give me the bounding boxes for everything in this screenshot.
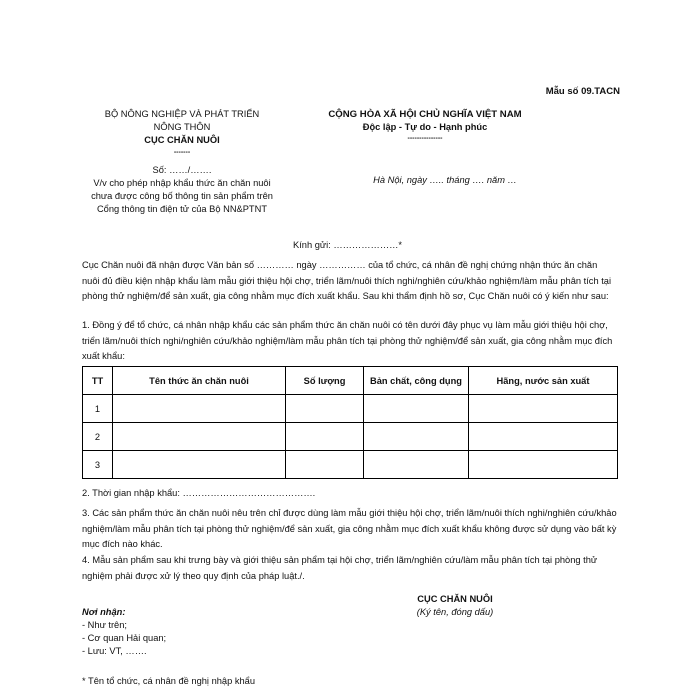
- col-header-name: Tên thức ăn chăn nuôi: [113, 367, 286, 395]
- signature-note: (Ký tên, đóng dấu): [416, 607, 494, 617]
- table-cell: [113, 395, 286, 423]
- signature-block: [395, 593, 515, 619]
- motto: Độc lập - Tự do - Hạnh phúc: [362, 122, 488, 132]
- table-cell: [286, 451, 364, 479]
- table-cell: [364, 395, 469, 423]
- col-header-manufacturer: Hãng, nước sản xuất: [469, 367, 618, 395]
- recipient-item: - Cơ quan Hải quan;: [82, 633, 167, 643]
- country-name: CỘNG HÒA XÃ HỘI CHỦ NGHĨA VIỆT NAM: [328, 109, 522, 120]
- right-dashes: ---------------: [407, 135, 443, 142]
- right-header: [300, 108, 550, 187]
- ministry-name: BỘ NÔNG NGHIỆP VÀ PHÁT TRIỂN NÔNG THÔN: [104, 109, 260, 132]
- table-row: [83, 395, 618, 423]
- table-cell: [469, 451, 618, 479]
- table-cell: [364, 451, 469, 479]
- col-header-nature: Bản chất, công dụng: [364, 367, 469, 395]
- table-cell: [113, 423, 286, 451]
- col-header-quantity: Số lượng: [286, 367, 364, 395]
- left-header: [82, 108, 282, 216]
- row-number: 3: [83, 451, 113, 479]
- table-cell: [469, 395, 618, 423]
- intro-paragraph: Cục Chăn nuôi đã nhận được Văn bản số ………… ngày …………… của tổ chức, cá nhân đề nghị chứng nhận thức ăn chăn nuôi đủ điều kiện nhập khẩu làm mẫu giới thiệu hội chợ, triển lãm/nuôi thích nghi/nghiên cứu/khảo nghiệm/làm mẫu phân tích tại phòng thử nghiệm/để sản xuất, gia công nhằm mục đích xuất khẩu. Sau khi thẩm định hồ sơ, Cục Chăn nuôi có ý kiến như sau:: [82, 260, 612, 301]
- doc-number: Số: ……/…….: [152, 165, 212, 175]
- table-header-row: [83, 367, 618, 395]
- recipients-label: Nơi nhận:: [82, 607, 126, 617]
- table-row: [83, 423, 618, 451]
- place-date: Hà Nội, ngày ….. tháng …. năm …: [373, 175, 517, 185]
- row-number: 2: [83, 423, 113, 451]
- left-dashes: -------: [173, 149, 191, 156]
- signature-title: CỤC CHĂN NUÔI: [417, 594, 493, 604]
- footnote: * Tên tổ chức, cá nhân đề nghị nhập khẩu: [82, 676, 256, 686]
- recipients-block: [82, 606, 166, 658]
- table-cell: [113, 451, 286, 479]
- table-cell: [469, 423, 618, 451]
- item-2: 2. Thời gian nhập khẩu: …………………………………….: [82, 488, 316, 498]
- item-4: 4. Mẫu sản phẩm sau khi trưng bày và giới thiệu sản phẩm tại hội chợ, triển lãm/nghiên cứu/làm mẫu phân tích tại phòng thử nghiệm phải được xử lý theo quy định của pháp luật./.: [82, 555, 598, 581]
- item-1: 1. Đồng ý để tổ chức, cá nhân nhập khẩu các sản phẩm thức ăn chăn nuôi có tên dưới đây phục vụ làm mẫu giới thiệu hội chợ, triển lãm/nuôi thích nghi/nghiên cứu/khảo nghiệm/làm mẫu phân tích tại phòng thử nghiệm/để sản xuất, gia công nhằm mục đích xuất khẩu:: [82, 320, 613, 361]
- item-3: 3. Các sản phẩm thức ăn chăn nuôi nêu trên chỉ được dùng làm mẫu giới thiệu hội chợ, triển lãm/nuôi thích nghi/nghiên cứu/khảo nghiệm/làm mẫu phân tích tại phòng thử nghiệm/để sản xuất, gia công nhằm mục đích xuất khẩu không được sử dụng vào bất kỳ mục đích nào khác.: [82, 508, 617, 549]
- form-number: Mẫu số 09.TACN: [545, 86, 620, 97]
- col-header-tt: TT: [83, 367, 113, 395]
- recipient-item: - Như trên;: [82, 620, 127, 630]
- recipient-item: - Lưu: VT, …….: [82, 646, 147, 656]
- table-row: [83, 451, 618, 479]
- recipient-line: Kính gửi: …………………*: [293, 240, 403, 250]
- row-number: 1: [83, 395, 113, 423]
- table-cell: [286, 423, 364, 451]
- table-cell: [286, 395, 364, 423]
- doc-subject: V/v cho phép nhập khẩu thức ăn chăn nuôi chưa được công bố thông tin sản phẩm trên Cổng thông tin điện tử của Bộ NN&PTNT: [91, 178, 273, 214]
- department-name: CỤC CHĂN NUÔI: [144, 135, 220, 145]
- table-cell: [364, 423, 469, 451]
- product-table: [82, 366, 618, 479]
